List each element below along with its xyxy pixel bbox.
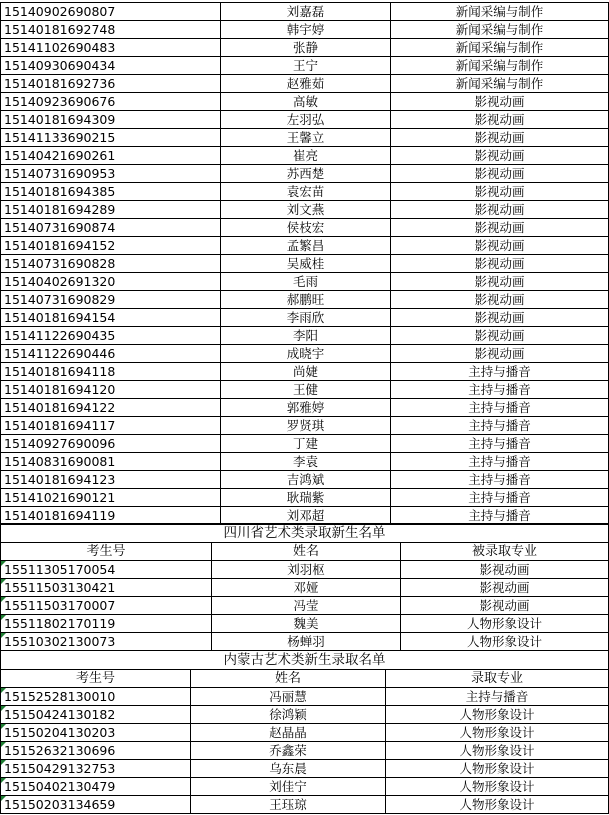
- student-name-cell: 尚婕: [221, 363, 391, 381]
- exam-number-cell: 15140731690953: [1, 165, 221, 183]
- student-name-cell: 高敏: [221, 93, 391, 111]
- table-row: [1, 75, 609, 93]
- major-cell: 主持与播音: [391, 399, 609, 417]
- header-major: 被录取专业: [401, 543, 609, 561]
- major-cell: 影视动画: [391, 327, 609, 345]
- table-row: [1, 633, 609, 651]
- exam-number-cell: 15150204130203: [1, 724, 191, 742]
- major-cell: 新闻采编与制作: [391, 21, 609, 39]
- major-cell: 影视动画: [391, 129, 609, 147]
- exam-number-cell: 15140402691320: [1, 273, 221, 291]
- table-row: [1, 111, 609, 129]
- exam-number-cell: 15141133690215: [1, 129, 221, 147]
- table-row: [1, 219, 609, 237]
- table-row: [1, 129, 609, 147]
- student-name-cell: 王馨立: [221, 129, 391, 147]
- table-row: [1, 489, 609, 507]
- student-name-cell: 吉鸿斌: [221, 471, 391, 489]
- header-major: 录取专业: [386, 670, 609, 688]
- exam-number-cell: 15141021690121: [1, 489, 221, 507]
- table-row: [1, 363, 609, 381]
- student-name-cell: 刘邓超: [221, 507, 391, 525]
- table-row: [1, 507, 609, 525]
- exam-number-cell: 15140181694385: [1, 183, 221, 201]
- table-row: [1, 21, 609, 39]
- major-cell: 影视动画: [391, 201, 609, 219]
- header-exam-number: 考生号: [1, 670, 191, 688]
- major-cell: 人物形象设计: [386, 796, 609, 814]
- major-cell: 主持与播音: [391, 381, 609, 399]
- major-cell: 主持与播音: [391, 453, 609, 471]
- table-row: [1, 309, 609, 327]
- student-name-cell: 乌东晨: [191, 760, 386, 778]
- exam-number-cell: 15140181694123: [1, 471, 221, 489]
- student-name-cell: 吴威桂: [221, 255, 391, 273]
- table-row: [1, 381, 609, 399]
- major-cell: 影视动画: [391, 147, 609, 165]
- exam-number-cell: 15140731690829: [1, 291, 221, 309]
- major-cell: 主持与播音: [386, 688, 609, 706]
- major-cell: 人物形象设计: [401, 633, 609, 651]
- major-cell: 影视动画: [391, 237, 609, 255]
- student-name-cell: 孟繁昌: [221, 237, 391, 255]
- student-name-cell: 郭雅婷: [221, 399, 391, 417]
- table-row: [1, 93, 609, 111]
- exam-number-cell: 15152528130010: [1, 688, 191, 706]
- major-cell: 人物形象设计: [386, 742, 609, 760]
- exam-number-cell: 15140181694289: [1, 201, 221, 219]
- student-name-cell: 郝鹏旺: [221, 291, 391, 309]
- sichuan-admission-table: [0, 523, 609, 651]
- exam-number-cell: 15150429132753: [1, 760, 191, 778]
- table-row: [1, 39, 609, 57]
- exam-number-cell: 15140930690434: [1, 57, 221, 75]
- exam-number-cell: 15141102690483: [1, 39, 221, 57]
- table-row: [1, 183, 609, 201]
- student-name-cell: 赵晶晶: [191, 724, 386, 742]
- header-exam-number: 考生号: [1, 543, 212, 561]
- exam-number-cell: 15140181694119: [1, 507, 221, 525]
- student-name-cell: 李阳: [221, 327, 391, 345]
- exam-number-cell: 15152632130696: [1, 742, 191, 760]
- table-row: [1, 453, 609, 471]
- major-cell: 人物形象设计: [386, 706, 609, 724]
- student-name-cell: 毛雨: [221, 273, 391, 291]
- student-name-cell: 冯莹: [212, 597, 401, 615]
- table-row: [1, 742, 609, 760]
- major-cell: 影视动画: [391, 93, 609, 111]
- major-cell: 影视动画: [391, 273, 609, 291]
- student-name-cell: 王健: [221, 381, 391, 399]
- major-cell: 人物形象设计: [386, 760, 609, 778]
- exam-number-cell: 15140831690081: [1, 453, 221, 471]
- table-row: [1, 435, 609, 453]
- table-title: 四川省艺术类录取新生名单: [1, 524, 609, 543]
- table-row: [1, 615, 609, 633]
- student-name-cell: 刘文燕: [221, 201, 391, 219]
- student-name-cell: 崔亮: [221, 147, 391, 165]
- exam-number-cell: 15510302130073: [1, 633, 212, 651]
- exam-number-cell: 15140902690807: [1, 3, 221, 21]
- table-body: [1, 651, 609, 814]
- major-cell: 主持与播音: [391, 507, 609, 525]
- exam-number-cell: 15511503130421: [1, 579, 212, 597]
- exam-number-cell: 15140181694309: [1, 111, 221, 129]
- student-name-cell: 王宁: [221, 57, 391, 75]
- student-name-cell: 李雨欣: [221, 309, 391, 327]
- major-cell: 影视动画: [391, 111, 609, 129]
- exam-number-cell: 15140181694122: [1, 399, 221, 417]
- table-body: [1, 524, 609, 651]
- exam-number-cell: 15140181692748: [1, 21, 221, 39]
- major-cell: 主持与播音: [391, 363, 609, 381]
- table-row: [1, 778, 609, 796]
- exam-number-cell: 15140731690874: [1, 219, 221, 237]
- table-row: [1, 706, 609, 724]
- table-row: [1, 688, 609, 706]
- table-row: [1, 796, 609, 814]
- major-cell: 主持与播音: [391, 417, 609, 435]
- student-name-cell: 赵雅茹: [221, 75, 391, 93]
- table-row: [1, 579, 609, 597]
- major-cell: 影视动画: [401, 561, 609, 579]
- table-row: [1, 597, 609, 615]
- student-name-cell: 魏美: [212, 615, 401, 633]
- table-row: [1, 237, 609, 255]
- exam-number-cell: 15140181694118: [1, 363, 221, 381]
- exam-number-cell: 15140181692736: [1, 75, 221, 93]
- exam-number-cell: 15141122690435: [1, 327, 221, 345]
- table-row: [1, 147, 609, 165]
- student-name-cell: 刘羽枢: [212, 561, 401, 579]
- major-cell: 主持与播音: [391, 435, 609, 453]
- exam-number-cell: 15140181694152: [1, 237, 221, 255]
- table-row: [1, 345, 609, 363]
- major-cell: 人物形象设计: [401, 615, 609, 633]
- exam-number-cell: 15150203134659: [1, 796, 191, 814]
- exam-number-cell: 15140181694120: [1, 381, 221, 399]
- table-row: [1, 399, 609, 417]
- major-cell: 人物形象设计: [386, 724, 609, 742]
- table-row: [1, 291, 609, 309]
- student-name-cell: 刘佳宁: [191, 778, 386, 796]
- exam-number-cell: 15511802170119: [1, 615, 212, 633]
- student-name-cell: 苏西楚: [221, 165, 391, 183]
- major-cell: 影视动画: [391, 219, 609, 237]
- table-row: [1, 165, 609, 183]
- table-row: [1, 561, 609, 579]
- student-name-cell: 徐鸿颖: [191, 706, 386, 724]
- exam-number-cell: 15140181694117: [1, 417, 221, 435]
- student-name-cell: 左羽弘: [221, 111, 391, 129]
- student-name-cell: 成晓宇: [221, 345, 391, 363]
- major-cell: 主持与播音: [391, 471, 609, 489]
- exam-number-cell: 15150424130182: [1, 706, 191, 724]
- major-cell: 影视动画: [391, 165, 609, 183]
- major-cell: 影视动画: [391, 255, 609, 273]
- student-name-cell: 韩宇婷: [221, 21, 391, 39]
- admission-table-continued: [0, 2, 609, 525]
- student-name-cell: 张静: [221, 39, 391, 57]
- exam-number-cell: 15150402130479: [1, 778, 191, 796]
- student-name-cell: 李袁: [221, 453, 391, 471]
- student-name-cell: 耿瑞紫: [221, 489, 391, 507]
- header-name: 姓名: [191, 670, 386, 688]
- table-row: [1, 57, 609, 75]
- header-name: 姓名: [212, 543, 401, 561]
- major-cell: 影视动画: [401, 597, 609, 615]
- student-name-cell: 王珏琼: [191, 796, 386, 814]
- exam-number-cell: 15511503170007: [1, 597, 212, 615]
- exam-number-cell: 15140731690828: [1, 255, 221, 273]
- student-name-cell: 罗贤琪: [221, 417, 391, 435]
- student-name-cell: 邓娅: [212, 579, 401, 597]
- exam-number-cell: 15140421690261: [1, 147, 221, 165]
- table-row: [1, 273, 609, 291]
- major-cell: 主持与播音: [391, 489, 609, 507]
- table-title: 内蒙古艺术类新生录取名单: [1, 651, 609, 670]
- student-name-cell: 侯枝宏: [221, 219, 391, 237]
- exam-number-cell: 15140927690096: [1, 435, 221, 453]
- exam-number-cell: 15141122690446: [1, 345, 221, 363]
- major-cell: 新闻采编与制作: [391, 57, 609, 75]
- student-name-cell: 刘嘉磊: [221, 3, 391, 21]
- table-row: [1, 3, 609, 21]
- table-row: [1, 201, 609, 219]
- table-row: [1, 760, 609, 778]
- student-name-cell: 乔鑫荣: [191, 742, 386, 760]
- table-row: [1, 724, 609, 742]
- table-row: [1, 255, 609, 273]
- major-cell: 影视动画: [401, 579, 609, 597]
- major-cell: 人物形象设计: [386, 778, 609, 796]
- table-row: [1, 327, 609, 345]
- student-name-cell: 冯丽慧: [191, 688, 386, 706]
- table-row: [1, 417, 609, 435]
- table-row: [1, 471, 609, 489]
- major-cell: 影视动画: [391, 291, 609, 309]
- major-cell: 影视动画: [391, 309, 609, 327]
- inner-mongolia-admission-table: [0, 650, 609, 814]
- student-name-cell: 袁宏苗: [221, 183, 391, 201]
- exam-number-cell: 15511305170054: [1, 561, 212, 579]
- major-cell: 影视动画: [391, 345, 609, 363]
- table-body: [1, 3, 609, 525]
- exam-number-cell: 15140923690676: [1, 93, 221, 111]
- major-cell: 新闻采编与制作: [391, 39, 609, 57]
- major-cell: 影视动画: [391, 183, 609, 201]
- student-name-cell: 杨蝉羽: [212, 633, 401, 651]
- student-name-cell: 丁建: [221, 435, 391, 453]
- major-cell: 新闻采编与制作: [391, 75, 609, 93]
- exam-number-cell: 15140181694154: [1, 309, 221, 327]
- major-cell: 新闻采编与制作: [391, 3, 609, 21]
